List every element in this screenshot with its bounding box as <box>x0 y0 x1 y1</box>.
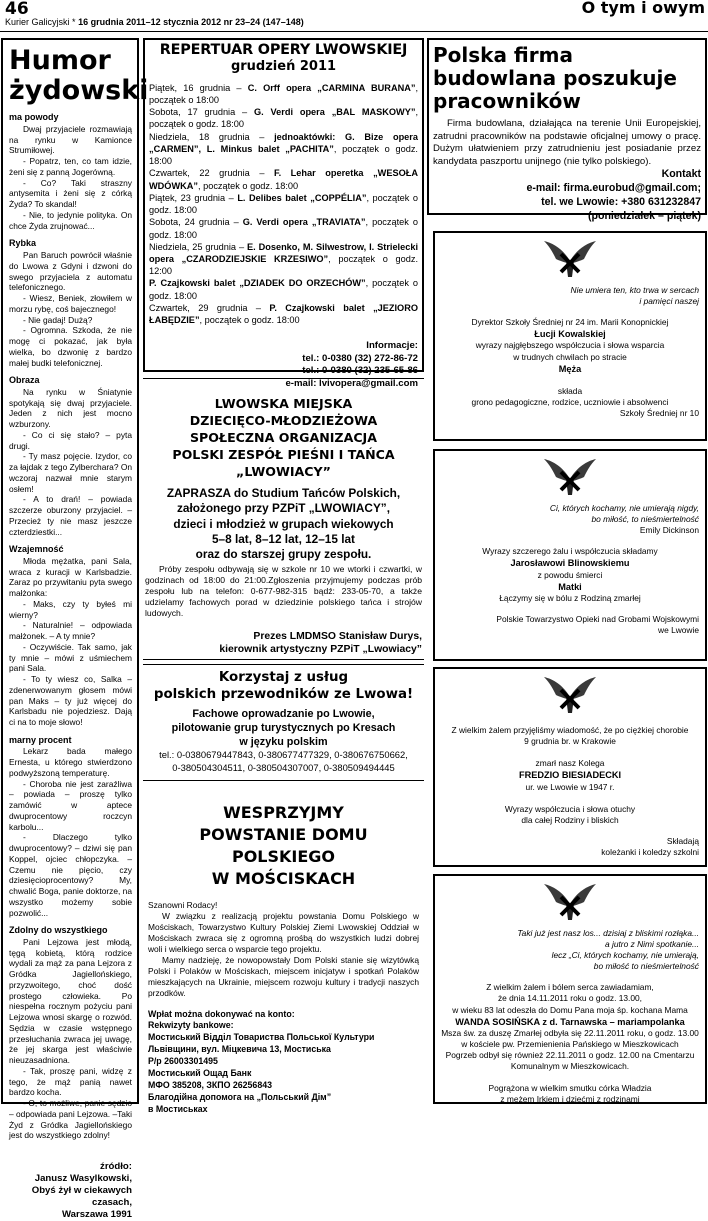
program-entry <box>149 241 418 278</box>
wesprzyjmy-box <box>143 786 424 1114</box>
story-line: - Ty masz pojęcie. Izydor, co za łajdak z tego Zylberchara? On wczoraj nazwał mnie starym osłem! <box>9 451 132 494</box>
story-title: Zdolny do wszystkiego <box>9 925 108 936</box>
mourning-bird-icon <box>441 882 699 922</box>
program-entry <box>149 82 418 106</box>
obituary-line: Łączymy się w bólu z Rodziną zmarłej <box>499 592 641 603</box>
obituary-line: Z wielkim żalem i bólem serca zawiadamiam, <box>486 982 654 993</box>
program-title: jednoaktówki: G. Bize opera „CARMEN”, L. Minkus balet „PACHITA” <box>149 131 418 154</box>
program-time: , początek o godz. 18:00 <box>149 217 418 240</box>
wesprzyjmy-bank <box>148 1009 419 1116</box>
story-title: ma powody <box>9 112 59 123</box>
humor-source: źródło: Janusz Wasylkowski, Obyś żył w ciekawych czasach, Warszawa 1991 <box>9 1161 132 1221</box>
story-line: - Wiesz, Beniek, złowiłem w morzu rybę, coś bajecznego! <box>9 293 132 314</box>
issue-date: 16 grudnia 2011–12 stycznia 2012 nr 23–24 (147–148) <box>78 17 304 27</box>
program-time: , początek o 18:00 <box>149 82 419 105</box>
story-title: Rybka <box>9 238 37 249</box>
mourning-bird-icon <box>441 675 699 715</box>
story-line: - To ty wiesz co, Salka – zdenerwowanym głosem mówi pan Maks – ty już więcej do Karlsbadu nie pojedziesz. Dają ci na to moje słowo! <box>9 674 132 728</box>
signature-line: Składają <box>666 835 699 846</box>
obituary-body <box>441 546 699 604</box>
program-entry <box>149 192 418 216</box>
issue-line: Kurier Galicyjski * 16 grudnia 2011–12 stycznia 2012 nr 23–24 (147–148) <box>5 17 304 27</box>
program-title: G. Verdi opera „TRAVIATA” <box>242 217 366 228</box>
przewodnicy-title-line: Korzystaj z usług <box>218 670 349 685</box>
source-line: Obyś żył w ciekawych <box>31 1185 132 1197</box>
bank-line: в Мостиськах <box>148 1103 208 1114</box>
story-line: Dwaj przyjaciele rozmawiają na rynku w Kamionce Strumiłowej. <box>9 123 132 156</box>
przewodnicy-phones <box>145 749 422 773</box>
obituary-line <box>441 793 699 804</box>
obituary-line: 9 grudnia br. w Krakowie <box>524 736 616 747</box>
story-line: Na rynku w Śniatynie spotykają się dwaj przyjaciele. Jeden z nich jest mocno wzburzony. <box>9 386 132 430</box>
program-date: Sobota, 24 grudnia – <box>149 217 243 228</box>
obituary-line: Pogrzeb odbył się również 22.11.2011 o godz. 12.00 na Cmentarzu <box>445 1049 695 1060</box>
obituary-line: w wieku 83 lat odeszła do Domu Pana moja śp. kochana Mama <box>452 1004 688 1015</box>
obituary-line: Komunalnym w Mieszkowicach. <box>510 1061 630 1072</box>
bank-line: Р/р 26003301495 <box>148 1056 218 1067</box>
bank-line: Мостиський Відділ Товариства Польської Культури <box>148 1032 375 1043</box>
signature-line: koleżanki i koledzy szkolni <box>601 846 699 857</box>
story-line: - Oczywiście. Tak samo, jak ty mnie – mówi z uśmiechem pani Sala. <box>9 641 132 674</box>
zespol-invite <box>145 486 422 563</box>
quote-line: Nie umiera ten, kto trwa w sercach <box>570 285 699 295</box>
quote-line: Ci, których kochamy, nie umierają nigdy, <box>549 503 699 513</box>
story-line: - Tak, proszę pani, widzę z tego, że mąż panią nawet bardzo kocha. <box>9 1065 132 1098</box>
wesprzyjmy-title-line: POWSTANIE DOMU POLSKIEGO <box>199 825 368 867</box>
wesprzyjmy-title <box>148 802 419 890</box>
obituary-box <box>433 874 707 1104</box>
obituary-line: Pogrążona w wielkim smutku córka Władzia <box>488 1083 652 1094</box>
story-line: - Co ci się stało? – pyta drugi. <box>9 429 132 451</box>
zespol-title-line: „LWOWIACY” <box>236 464 331 479</box>
obituary-line: w kościele pw. Przemienienia Pańskiego w Mieszkowicach <box>461 1038 679 1049</box>
quote-line: Taki już jest nasz los... dzisiaj z bliskimi rozłąka... <box>517 928 699 938</box>
zespol-signature-line: Prezes LMDMSO Stanisław Durys, <box>253 630 422 642</box>
quote-line: lecz „Ci, których kochamy, nie umierają, <box>551 950 699 961</box>
program-date: Piątek, 23 grudnia – <box>149 192 238 203</box>
humor-stories <box>9 112 132 1141</box>
przewodnicy-body-line: pilotowanie grup turystycznych po Kresach <box>171 722 396 735</box>
obituary-line: w trudnych chwilach po stracie <box>513 351 627 362</box>
zespol-signature-line: kierownik artystyczny PZPiT „Lwowiacy” <box>219 644 422 656</box>
zespol-body: Próby zespołu odbywają się w szkole nr 10 we wtorki i czwartki, w godzinach od 18:00 do 21:00.Zgłoszenia przyjmujemy podczas prób zespołu lub na telefon: 0-677-982-315 bądź: 233-05-70, a także udzielamy fachowych porad w dziedzinie polskiego tańca i strojów ludowych. <box>145 563 422 619</box>
obituary-quote <box>441 503 699 525</box>
zespol-title-line: LWOWSKA MIEJSKA <box>214 396 353 411</box>
obituary-body <box>441 317 699 408</box>
zespol-signature <box>145 630 422 657</box>
przewodnicy-title-line: polskich przewodników ze Lwowa! <box>153 687 414 703</box>
program-entry <box>149 106 418 130</box>
story-line: - O, to możliwe, panie sędzio – odpowiada pani Lejzowa. –Taki Żyd z Gródka Jagiellońskiego jest do wszystkiego zdolny! <box>9 1098 132 1141</box>
zespol-box <box>143 378 424 660</box>
wesprzyjmy-title-line: W MOŚCISKACH <box>211 869 356 889</box>
story-line: - A to drań! – powiada szczerze oburzony przyjaciel. – Przecież ty nie masz jeszcze czterdziestki... <box>9 494 132 537</box>
obituary-line: Łucji Kowalskiej <box>534 329 606 340</box>
obituary-signature: Szkoły Średniej nr 10 <box>619 408 699 419</box>
obituary-box <box>433 667 707 867</box>
obituary-line: z mężem Irkiem i dziećmi z rodzinami <box>500 1094 640 1105</box>
zespol-invite-line: dzieci i młodzież w grupach wiekowych <box>173 516 394 531</box>
program-time: , początek o godz. 18:00 <box>149 143 418 167</box>
przewodnicy-body <box>145 707 422 749</box>
program-date: Piątek, 16 grudnia – <box>149 82 248 93</box>
bank-line: Благодійна допомога на „Польський Дім” <box>148 1091 332 1102</box>
przewodnicy-phone-line: 0-380504304511, 0-380504307007, 0-380509494445 <box>172 761 395 773</box>
obituary-line <box>441 375 699 386</box>
zespol-invite-line: oraz do starszej grupy zespołu. <box>195 547 372 562</box>
quote-line: bo miłość, to nieśmiertelność <box>591 514 699 525</box>
header-rule <box>0 31 708 32</box>
obituary-line: że dnia 14.11.2011 roku o godz. 13.00, <box>497 993 643 1004</box>
obituary-line: grono pedagogiczne, rodzice, uczniowie i absolwenci <box>471 396 669 407</box>
story-line: - Nie gadaj! Dużą? <box>23 314 93 325</box>
przewodnicy-phone-line: tel.: 0-0380679447843, 0-380677477329, 0-380676750662, <box>159 749 408 761</box>
bank-line: Wpłat można dokonywać na konto: <box>148 1008 295 1019</box>
obituary-signature <box>441 836 699 858</box>
opera-title: REPERTUAR OPERY LWOWSKIEJ <box>159 42 408 58</box>
zespol-invite-line: 5–8 lat, 8–12 lat, 12–15 lat <box>212 531 355 546</box>
obituary-line: FREDZIO BIESIADECKI <box>518 770 622 781</box>
obituary-box <box>433 449 707 661</box>
program-title: F. Lehar operetka „WESOŁA WDÓWKA” <box>149 168 419 191</box>
mourning-bird-icon <box>441 239 699 279</box>
obituary-box <box>433 231 707 441</box>
obituary-line: Matki <box>558 581 582 592</box>
bank-line: Rekwizyty bankowe: <box>148 1020 234 1031</box>
source-line: Janusz Wasylkowski, <box>34 1173 132 1185</box>
przewodnicy-box <box>143 664 424 781</box>
firma-email: e-mail: firma.eurobud@gmail.com; <box>526 182 701 195</box>
obituary-line: Msza św. za duszę Zmarłej odbyła się 22.11.2011 roku, o godz. 13.00 <box>441 1027 699 1038</box>
program-entry <box>149 302 418 326</box>
story-line: Pan Baruch powrócił właśnie do Lwowa z Gdyni i dzwoni do swego przyjaciela z automatu telefonicznego. <box>9 250 132 293</box>
program-date: Czwartek, 29 grudnia – <box>149 302 270 313</box>
source-line: Warszawa 1991 <box>61 1209 132 1220</box>
zespol-title-line: DZIECIĘCO-MŁODZIEŻOWA <box>189 413 378 428</box>
program-date: Czwartek, 22 grudnia – <box>149 168 274 179</box>
obituary-line: WANDA SOSIŃSKA z d. Tarnawska – mariampolanka <box>455 1016 685 1027</box>
story-title: Obraza <box>9 375 40 386</box>
program-date: Sobota, 17 grudnia – <box>149 107 254 118</box>
przewodnicy-body-line: w języku polskim <box>239 736 328 749</box>
program-time: , początek o godz. 18:00 <box>199 315 300 326</box>
opera-email: e-mail: lvivopera@gmail.com <box>285 377 418 389</box>
program-time: , początek o godz. 18:00 <box>149 107 418 130</box>
zespol-invite-line: założonego przy PZPiT „LWOWIACY”, <box>176 501 390 516</box>
source-line: czasach, <box>91 1197 132 1209</box>
story-line: Pani Lejzowa jest młodą, tęgą kobietą, którą rodzice wydali za mąż za pana Lejzora z Gródka Jagiellońskiego, przyzwoitego, choć dość prostego człowieka. Po niespełna rocznym pożyciu pani Lejzowa wnosi skargę o rozwód. Sędzia w czasie wstępnego przesłuchania zwraca jej uwagę, że jej skarga jest właściwie nieuzasadniona. <box>9 936 132 1066</box>
story-line: - Ogromna. Szkoda, że nie mogę ci pokazać, jak była wielka, bo dzwonię z bardzo małej budki telefonicznej. <box>9 325 132 368</box>
bank-line: Львівщини, вул. Міцкевича 13, Мостиська <box>148 1044 331 1055</box>
story-title: marny procent <box>9 734 72 745</box>
obituary-line: Wyrazy szczerego żalu i współczucia składamy <box>482 546 658 557</box>
obituary-line: Dyrektor Szkoły Średniej nr 24 im. Marii Konopnickiej <box>471 317 669 328</box>
obituary-body <box>441 725 699 826</box>
zespol-title-line: POLSKI ZESPÓŁ PIEŚNI I TAŃCA <box>172 447 395 462</box>
quote-line: a jutro z Nimi spotkanie... <box>604 939 699 950</box>
program-time: , początek o godz. 18:00 <box>149 278 418 301</box>
story-line: - Maks, czy ty byłeś mi wierny? <box>9 598 132 620</box>
story-line: - Popatrz, ten, co tam idzie, żeni się z panną Jogerówną. <box>9 156 132 177</box>
signature-line: Polskie Towarzystwo Opieki nad Grobami Wojskowymi <box>496 613 699 624</box>
signature-line: we Lwowie <box>658 624 699 635</box>
program-entry <box>149 216 418 240</box>
obituary-line: zmarł nasz Kolega <box>535 758 605 769</box>
story-line: - Nie, to jedynie polityka. On chce Żyda zrujnować... <box>9 209 132 231</box>
story-line: Młoda mężatka, pani Sala, wraca z kuracji w Karlsbadzie. Zaraz po przywitaniu pyta swego małżonka: <box>9 555 132 599</box>
firma-phone: tel. we Lwowie: +380 631232847 <box>541 195 701 208</box>
program-title: E. Dosenko, M. Silwestrow, I. Strielecki opera „CZARODZIEJSKIE KRZESIWO” <box>149 241 418 265</box>
firma-title: Polska firma budowlana poszukuje pracowników <box>433 43 677 113</box>
zespol-title <box>145 395 422 480</box>
obituary-line: Z wielkim żalem przyjęliśmy wiadomość, że po ciężkiej chorobie <box>451 725 689 735</box>
page-header <box>5 0 705 30</box>
program-title: P. Czajkowski balet „DZIADEK DO ORZECHÓW” <box>149 278 366 289</box>
opera-program <box>149 82 418 327</box>
masthead: Kurier Galicyjski <box>5 17 70 27</box>
program-time: , początek o godz. 12:00 <box>149 254 418 277</box>
section-title: O tym i owym <box>581 0 705 17</box>
program-title: C. Orff opera „CARMINA BURANA” <box>247 82 416 93</box>
obituary-quote <box>441 285 699 307</box>
story-title: Wzajemność <box>9 544 64 555</box>
page-number: 46 <box>5 0 29 19</box>
program-entry <box>149 131 418 168</box>
obituary-line: Męża <box>558 363 582 374</box>
obituary-line: z powodu śmierci <box>537 569 603 580</box>
program-title: L. Delibes balet „COPPÉLIA” <box>237 192 367 203</box>
obituary-line <box>441 747 699 758</box>
story-line: - Dlaczego tylko dwuprocentowy? – dziwi się pan Koppel, ojciec chłopczyka. – Czemu nie pięcio, czy dziesięcioprocentowy? My, chwalić Boga, panie doktorze, na wszystko możemy sobie pozwolić... <box>9 832 132 918</box>
program-title: P. Czajkowski balet „JEZIORO ŁABĘDZIE” <box>149 302 418 326</box>
zespol-invite-line: ZAPRASZA do Studium Tańców Polskich, <box>166 486 401 500</box>
humor-title: Humor żydowski <box>9 45 149 107</box>
obituary-line: składa <box>557 385 583 396</box>
firma-hours: (poniedziałek – piątek) <box>587 209 701 222</box>
program-time: , początek o godz. 18:00 <box>198 180 299 191</box>
wesprzyjmy-text: Szanowni Rodacy! W związku z realizacją projektu powstania Domu Polskiego w Mościskach, Towarzystwo Kultury Polskiej Ziemi Lwowskiej Oddział w Mościskach zwraca się z ogromną prośbą do wszystkich ludzi dobrej woli i wielkiego serca o wsparcie tego projektu. Mamy nadzieję, że nowopowstały Dom Polski stanie się wizytówką Polski i Polaków w Mościskach, miejscem inicjatyw i spotkań Polaków mieszkających na Ukrainie, miejscem rozwoju kultury i tradycji naszych przodków. <box>148 900 419 998</box>
story-line: - Naturalnie! – odpowiada małżonek. – A ty mnie? <box>9 620 132 642</box>
story-line: - Co? Taki straszny antysemita i żeni się z córką Żyda? To skandal! <box>9 177 132 210</box>
obituary-line: wyrazy najgłębszego współczucia i słowa wsparcia <box>475 340 665 351</box>
program-entry <box>149 167 418 191</box>
obituary-signature <box>441 614 699 636</box>
story-line: Lekarz bada małego Ernesta, u którego stwierdzono podwyższoną temperaturę. <box>9 746 132 778</box>
quote-author: Emily Dickinson <box>639 525 699 536</box>
program-date: Niedziela, 18 grudnia – <box>149 131 275 142</box>
obituary-body <box>441 982 699 1105</box>
obituary-line: Jarosławowi Blinowskiemu <box>510 558 630 569</box>
zespol-title-line: SPOŁECZNA ORGANIZACJA <box>189 430 377 445</box>
obituary-quote <box>441 928 699 972</box>
quote-line: bo miłość to nieśmiertelność <box>593 961 699 972</box>
obituary-line: Wyrazy współczucia i słowa otuchy <box>504 803 636 814</box>
firma-contact: Kontakt e-mail: firma.eurobud@gmail.com; tel. we Lwowie: +380 631232847 (poniedziałek – piątek) <box>433 168 701 223</box>
bank-line: Мостиський Ощад Банк <box>148 1067 252 1078</box>
obituary-line: ur. we Lwowie w 1947 r. <box>525 781 615 792</box>
wesprzyjmy-title-line: WESPRZYJMY <box>223 803 344 822</box>
przewodnicy-title <box>145 669 422 703</box>
program-entry <box>149 277 418 301</box>
przewodnicy-body-line: Fachowe oprowadzanie po Lwowie, <box>192 708 375 721</box>
program-time: , początek o godz. 18:00 <box>149 192 418 216</box>
mourning-bird-icon <box>441 457 699 497</box>
opera-subtitle: grudzień 2011 <box>230 58 337 74</box>
bank-line: МФО 385208, ЗКПО 26256843 <box>148 1079 272 1090</box>
story-line: - Choroba nie jest zaraźliwa – powiada – proszę tylko zamówić w aptece dwuprocentowy roczcyn karbolu... <box>9 778 132 832</box>
humor-column <box>1 38 149 1220</box>
program-title: G. Verdi opera „BAL MASKOWY” <box>254 107 416 118</box>
obituary-line <box>441 1072 699 1083</box>
firma-body: Firma budowlana, działająca na terenie Unii Europejskiej, zatrudni pracowników na podstawie oficjalnej umowy o pracę. Dużym ułatwieniem przy zatrudnieniu jest posiadanie przez kandydata paszportu unijnego (nie tylko polskiego). <box>433 118 701 167</box>
opera-box <box>143 38 424 389</box>
firma-box <box>427 38 707 222</box>
opera-contact: Informacje: tel.: 0-0380 (32) 272-86-72 tel.: 0-0380 (32) 235-65-86 e-mail: lvivopera@gmail.com <box>149 340 418 390</box>
obituary-line: dla całej Rodziny i bliskich <box>521 814 619 825</box>
program-date: Niedziela, 25 grudnia – <box>149 241 247 252</box>
quote-line: i pamięci naszej <box>639 296 699 307</box>
